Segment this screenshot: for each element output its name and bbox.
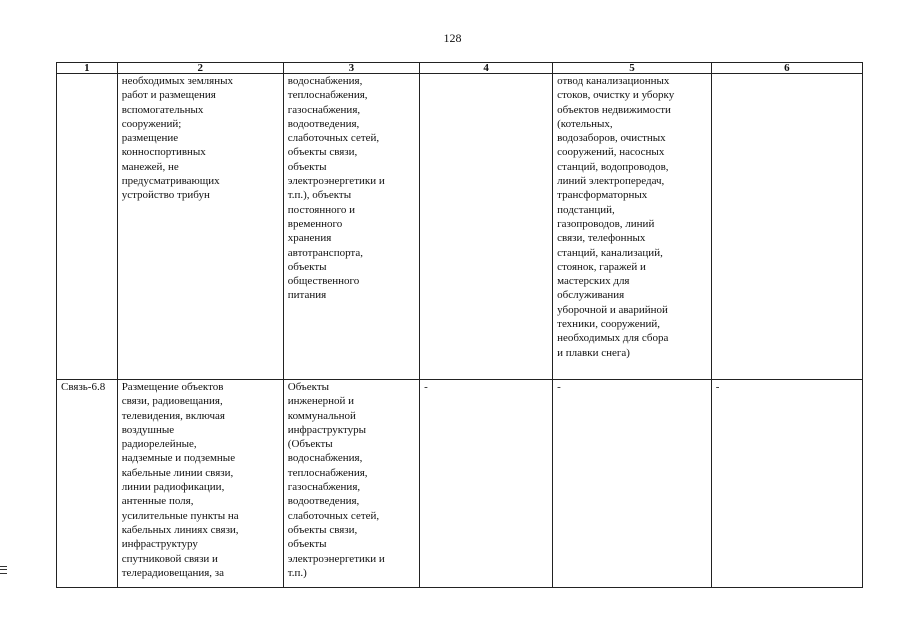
- row-1-auxiliary-uses-cell: водоснабжения, теплоснабжения, газоснабжения, водоотведения, слаботочных сетей, объекты связи, объекты электроэнергетики и т.п.), объекты постоянного и временного хранения автотранспорта, объекты общественного питания: [283, 74, 419, 380]
- row-2-code-cell: Связь-6.8: [57, 380, 118, 588]
- column-header-6: 6: [711, 63, 862, 74]
- land-use-table: [56, 62, 863, 588]
- column-header-5: 5: [553, 63, 712, 74]
- row-1-description-cell: необходимых земляных работ и размещения вспомогательных сооружений; размещение конноспортивных манежей, не предусматривающих устройство трибун: [117, 74, 283, 380]
- row-2-description-cell: Размещение объектов связи, радиовещания, телевидения, включая воздушные радиорелейные, надземные и подземные кабельные линии связи, линии радиофикации, антенные поля, усилительные пункты на кабельных линиях связи, инфраструктуру спутниковой связи и телерадиовещания, за: [117, 380, 283, 588]
- row-1-column-5-cell: отвод канализационных стоков, очистку и уборку объектов недвижимости (котельных, водозаборов, очистных сооружений, насосных станций, водопроводов, линий электропередач, трансформаторных подстанций, газопроводов, линий связи, телефонных станций, канализаций, стоянок, гаражей и мастерских для обслуживания уборочной и аварийной техники, сооружений, необходимых для сбора и плавки снега): [553, 74, 712, 380]
- page-number: 128: [443, 31, 462, 45]
- column-header-2: 2: [117, 63, 283, 74]
- row-2-auxiliary-uses-cell: Объекты инженерной и коммунальной инфраструктуры (Объекты водоснабжения, теплоснабжения, газоснабжения, водоотведения, слаботочных сетей, объекты связи, объекты электроэнергетики и т.п.): [283, 380, 419, 588]
- header-row: [57, 63, 863, 74]
- table-row: [57, 74, 863, 380]
- column-header-4: 4: [420, 63, 553, 74]
- column-header-1: 1: [57, 63, 118, 74]
- row-2-column-6-cell: -: [711, 380, 862, 588]
- table-row: [57, 380, 863, 588]
- row-2-column-5-cell: -: [553, 380, 712, 588]
- row-1-code-cell: [57, 74, 118, 380]
- row-1-column-4-cell: [420, 74, 553, 380]
- column-header-3: 3: [283, 63, 419, 74]
- row-1-column-6-cell: [711, 74, 862, 380]
- margin-mark: [0, 566, 7, 574]
- row-2-column-4-cell: -: [420, 380, 553, 588]
